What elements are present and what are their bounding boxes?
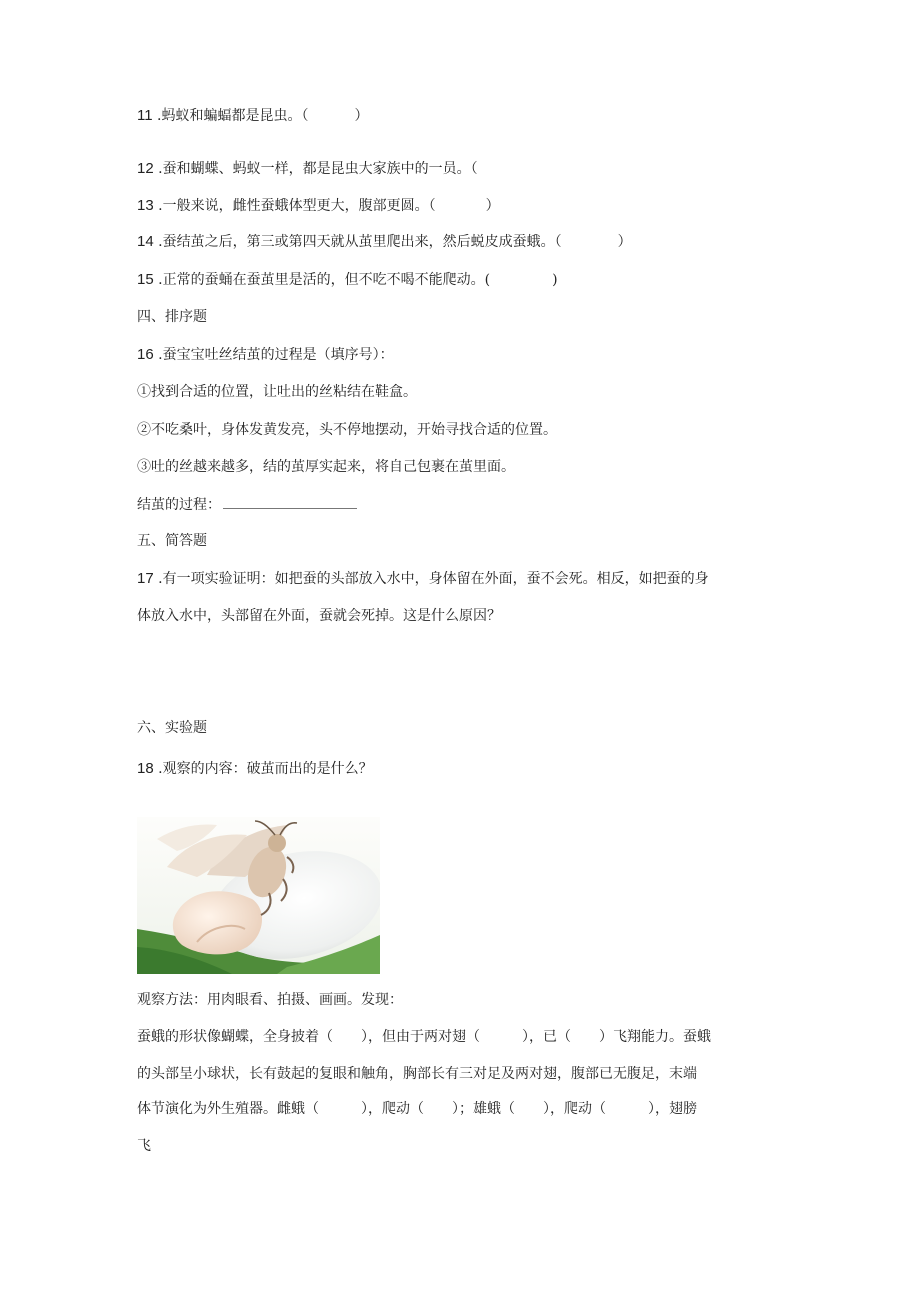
observation-method: 观察方法：用肉眼看、拍摄、画画。发现： (137, 992, 403, 1008)
question-number: 18 (137, 760, 154, 777)
question-text: .一般来说，雌性蚕蛾体型更大，腹部更圆。（ (153, 198, 436, 214)
silkmoth-cocoon-photo (137, 817, 380, 974)
question-close: ) (552, 272, 558, 288)
question-16 (137, 345, 394, 365)
question-close: ） (354, 108, 369, 124)
question-17-line1 (137, 569, 709, 589)
question-text: .蚕结茧之后，第三或第四天就从茧里爬出来，然后蜕皮成蚕蛾。（ (153, 234, 562, 250)
section-title-short-answer: 五、简答题 (137, 533, 207, 549)
option-3: ③吐的丝越来越多，结的茧厚实起来，将自己包裹在茧里面。 (137, 459, 515, 475)
question-text: .蚕和蝴蝶、蚂蚁一样，都是昆虫大家族中的一员。（ (153, 161, 478, 177)
question-15 (137, 270, 558, 290)
finding-line-2: 的头部呈小球状，长有鼓起的复眼和触角，胸部长有三对足及两对翅，腹部已无腹足，末端 (137, 1066, 697, 1082)
question-number: 15 (137, 271, 154, 288)
finding-line-4: 飞 (137, 1138, 151, 1154)
question-number: 11 (137, 107, 153, 124)
question-text: .蚕宝宝吐丝结茧的过程是（填序号）： (153, 347, 394, 363)
finding-line-1: 蚕蛾的形状像蝴蝶，全身披着（ ），但由于两对翅（ ），已（ ）飞翔能力。蚕蛾 (137, 1029, 711, 1045)
question-close: ） (485, 198, 500, 214)
question-13 (137, 196, 500, 216)
option-2: ②不吃桑叶，身体发黄发亮，头不停地摆动，开始寻找合适的位置。 (137, 422, 557, 438)
question-12 (137, 159, 508, 179)
answer-label: 结茧的过程： (137, 497, 221, 513)
question-number: 17 (137, 570, 154, 587)
section-title-ordering: 四、排序题 (137, 309, 207, 325)
question-text: .有一项实验证明：如把蚕的头部放入水中，身体留在外面，蚕不会死。相反，如把蚕的身 (153, 571, 709, 587)
question-text: .正常的蚕蛹在蚕茧里是活的，但不吃不喝不能爬动。( (153, 272, 491, 288)
question-number: 16 (137, 346, 154, 363)
question-14 (137, 232, 632, 252)
question-number: 12 (137, 160, 154, 177)
question-number: 14 (137, 233, 154, 250)
question-text: .蚂蚁和蝙蝠都是昆虫。（ (152, 108, 309, 124)
question-close: ） (617, 234, 632, 250)
question-17-line2: 体放入水中，头部留在外面，蚕就会死掉。这是什么原因？ (137, 608, 501, 624)
question-text: .观察的内容：破茧而出的是什么？ (153, 761, 373, 777)
answer-line[interactable] (223, 496, 357, 509)
question-11 (137, 106, 368, 126)
finding-line-3: 体节演化为外生殖器。雌蛾（ ），爬动（ ）；雄蛾（ ），爬动（ ），翅膀 (137, 1101, 697, 1117)
question-number: 13 (137, 197, 154, 214)
question-18 (137, 759, 373, 779)
option-1: ①找到合适的位置，让吐出的丝粘结在鞋盒。 (137, 384, 417, 400)
section-title-experiment: 六、实验题 (137, 720, 207, 736)
answer-row (137, 495, 357, 515)
